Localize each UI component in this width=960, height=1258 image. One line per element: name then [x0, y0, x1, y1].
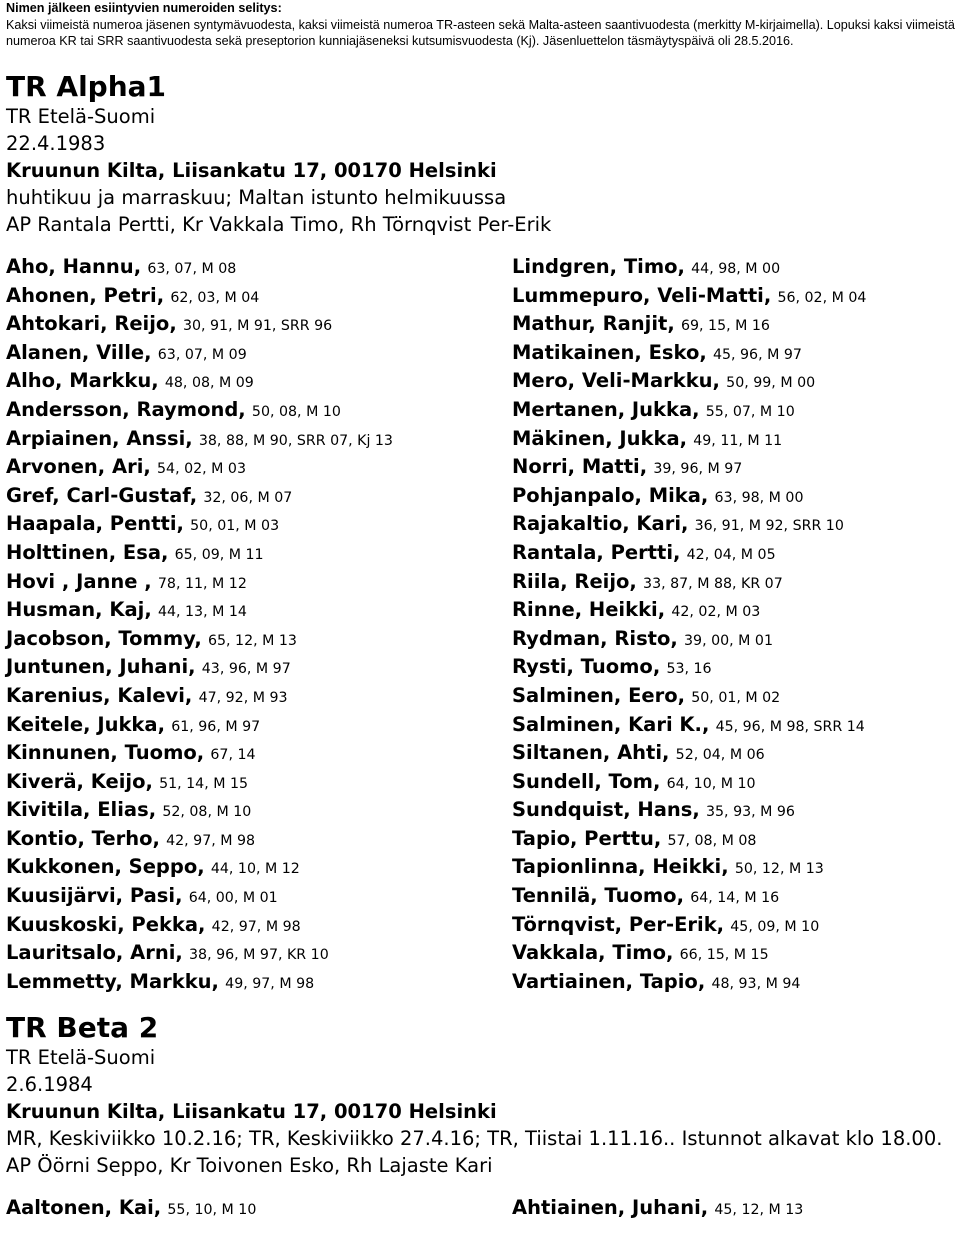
lodge-meetings: MR, Keskiviikko 10.2.16; TR, Keskiviikko 27.4.16; TR, Tiistai 1.11.16.. Istunnot alkavat klo 18.00.	[6, 1127, 943, 1150]
member-entry	[6, 740, 512, 769]
member-name: Tapionlinna, Heikki,	[512, 855, 729, 879]
member-name: Tapio, Perttu,	[512, 826, 662, 850]
member-name: Holttinen, Esa,	[6, 540, 169, 564]
member-entry	[512, 654, 954, 683]
member-codes: 61, 96, M 97	[171, 718, 261, 735]
member-codes: 50, 99, M 00	[726, 375, 816, 392]
member-entry	[6, 540, 512, 569]
member-entry	[6, 283, 512, 312]
member-list	[6, 1195, 954, 1224]
member-name: Hovi , Janne ,	[6, 569, 152, 593]
member-codes: 64, 14, M 16	[690, 890, 780, 907]
member-name: Kiverä, Keijo,	[6, 769, 153, 793]
legend	[6, 0, 958, 50]
member-codes: 63, 07, M 09	[157, 346, 247, 363]
member-name: Salminen, Eero,	[512, 683, 686, 707]
member-name: Vakkala, Timo,	[512, 941, 674, 965]
member-name: Lauritsalo, Arni,	[6, 941, 183, 965]
member-name: Tennilä, Tuomo,	[512, 884, 684, 908]
member-entry	[512, 368, 954, 397]
member-codes: 50, 08, M 10	[251, 403, 341, 420]
member-codes: 48, 08, M 09	[164, 375, 254, 392]
member-entry	[512, 940, 954, 969]
member-codes: 44, 10, M 12	[210, 861, 300, 878]
member-name: Törnqvist, Per-Erik,	[512, 912, 725, 936]
member-entry	[512, 311, 954, 340]
member-name: Jacobson, Tommy,	[6, 626, 202, 650]
member-codes: 65, 09, M 11	[174, 546, 264, 563]
lodge-section	[6, 1012, 954, 1224]
member-name: Aho, Hannu,	[6, 255, 142, 278]
member-codes: 42, 97, M 98	[211, 918, 301, 935]
member-codes: 69, 15, M 16	[680, 318, 770, 335]
member-name: Kinnunen, Tuomo,	[6, 741, 205, 765]
member-name: Lummepuro, Veli-Matti,	[512, 283, 772, 307]
member-codes: 55, 10, M 10	[167, 1202, 257, 1218]
lodge-venue: Kruunun Kilta, Liisankatu 17, 00170 Helsinki	[6, 159, 497, 182]
member-name: Ahtokari, Reijo,	[6, 312, 177, 336]
member-entry	[6, 940, 512, 969]
member-name: Kivitila, Elias,	[6, 798, 157, 822]
member-codes: 36, 91, M 92, SRR 10	[694, 518, 844, 535]
member-entry	[512, 740, 954, 769]
member-name: Karenius, Kalevi,	[6, 683, 193, 707]
member-codes: 49, 97, M 98	[225, 975, 315, 992]
lodge-section	[6, 71, 954, 997]
member-codes: 30, 91, M 91, SRR 96	[182, 318, 333, 335]
legend-text: Kaksi viimeistä numeroa jäsenen syntymävuodesta, kaksi viimeistä numeroa TR-asteen sekä Malta-asteen saantivuodesta (merkitty M-kirjaimella). Lopuksi kaksi viimeistä numeroa KR tai SRR saantivuodesta sekä preseptorion kunniajäseneksi kutsumisvuodesta (Kj). Jäsenluettelon täsmäytyspäivä oli 28.5.2016.	[6, 17, 955, 48]
member-name: Riila, Reijo,	[512, 569, 637, 593]
member-codes: 52, 08, M 10	[162, 804, 252, 821]
member-codes: 42, 04, M 05	[686, 546, 776, 563]
member-entry	[6, 597, 512, 626]
member-column-right	[512, 1195, 954, 1224]
member-entry	[512, 626, 954, 655]
member-codes: 78, 11, M 12	[157, 575, 247, 592]
member-entry	[512, 454, 954, 483]
member-entry	[512, 569, 954, 598]
member-codes: 44, 13, M 14	[157, 604, 247, 621]
member-codes: 35, 93, M 96	[706, 804, 795, 821]
member-name: Alho, Markku,	[6, 369, 159, 393]
member-name: Rydman, Risto,	[512, 626, 678, 650]
member-codes: 50, 12, M 13	[734, 861, 824, 878]
lodge-name: TR Beta 2	[6, 1011, 159, 1044]
member-entry	[512, 597, 954, 626]
member-codes: 38, 96, M 97, KR 10	[189, 947, 329, 964]
member-codes: 49, 11, M 11	[693, 432, 783, 449]
member-codes: 32, 06, M 07	[203, 489, 293, 506]
member-column-left	[6, 254, 512, 997]
member-codes: 62, 03, M 04	[170, 289, 260, 306]
member-name: Kontio, Terho,	[6, 826, 160, 850]
member-entry	[512, 826, 954, 855]
member-entry	[6, 626, 512, 655]
member-entry	[6, 683, 512, 712]
member-name: Siltanen, Ahti,	[512, 741, 670, 765]
member-codes: 63, 98, M 00	[714, 489, 804, 506]
member-entry	[6, 311, 512, 340]
member-entry	[6, 254, 512, 283]
member-name: Ahtiainen, Juhani,	[512, 1196, 709, 1219]
member-entry	[512, 797, 954, 826]
member-entry	[512, 1195, 954, 1224]
member-entry	[512, 397, 954, 426]
member-entry	[6, 797, 512, 826]
member-codes: 57, 08, M 08	[667, 832, 757, 849]
lodge-founded-date: 2.6.1984	[6, 1073, 93, 1096]
member-name: Norri, Matti,	[512, 455, 648, 479]
member-entry	[512, 283, 954, 312]
lodge-officers: AP Rantala Pertti, Kr Vakkala Timo, Rh Törnqvist Per-Erik	[6, 213, 552, 236]
member-entry	[6, 712, 512, 741]
member-entry	[6, 511, 512, 540]
member-entry	[512, 912, 954, 941]
member-entry	[512, 854, 954, 883]
member-codes: 66, 15, M 15	[679, 947, 769, 964]
member-entry	[6, 969, 512, 998]
member-codes: 47, 92, M 93	[198, 689, 288, 706]
member-entry	[512, 540, 954, 569]
member-entry	[6, 397, 512, 426]
member-entry	[6, 483, 512, 512]
member-entry	[6, 854, 512, 883]
member-name: Kuusijärvi, Pasi,	[6, 884, 183, 908]
member-codes: 33, 87, M 88, KR 07	[643, 575, 783, 592]
member-name: Arvonen, Ari,	[6, 455, 151, 479]
member-list	[6, 254, 954, 997]
member-codes: 64, 00, M 01	[188, 890, 278, 907]
lodge-name: TR Alpha1	[6, 70, 167, 103]
member-name: Sundquist, Hans,	[512, 798, 700, 822]
member-entry	[6, 368, 512, 397]
member-entry	[512, 712, 954, 741]
member-codes: 55, 07, M 10	[705, 403, 795, 420]
member-entry	[512, 426, 954, 455]
lodge-region: TR Etelä-Suomi	[6, 1046, 156, 1069]
member-codes: 39, 00, M 01	[684, 632, 773, 649]
member-entry	[512, 340, 954, 369]
member-name: Mertanen, Jukka,	[512, 397, 700, 421]
member-entry	[512, 969, 954, 998]
member-entry	[6, 912, 512, 941]
member-name: Mathur, Ranjit,	[512, 312, 675, 336]
member-name: Sundell, Tom,	[512, 769, 661, 793]
member-codes: 45, 96, M 98, SRR 14	[715, 718, 865, 735]
member-entry	[6, 826, 512, 855]
member-codes: 67, 14	[210, 747, 256, 764]
member-name: Mäkinen, Jukka,	[512, 426, 688, 450]
member-codes: 51, 14, M 15	[159, 775, 249, 792]
member-name: Kukkonen, Seppo,	[6, 855, 205, 879]
member-codes: 65, 12, M 13	[207, 632, 297, 649]
member-entry	[512, 511, 954, 540]
member-name: Ahonen, Petri,	[6, 283, 165, 307]
member-name: Rinne, Heikki,	[512, 598, 666, 622]
member-entry	[6, 654, 512, 683]
member-name: Arpiainen, Anssi,	[6, 426, 193, 450]
member-name: Rajakaltio, Kari,	[512, 512, 689, 536]
member-entry	[512, 483, 954, 512]
member-codes: 54, 02, M 03	[157, 461, 246, 478]
member-name: Alanen, Ville,	[6, 340, 152, 364]
lodge-meetings: huhtikuu ja marraskuu; Maltan istunto helmikuussa	[6, 186, 507, 209]
member-column-right	[512, 254, 954, 997]
member-name: Salminen, Kari K.,	[512, 712, 710, 736]
member-entry	[512, 769, 954, 798]
member-entry	[6, 426, 512, 455]
member-codes: 38, 88, M 90, SRR 07, Kj 13	[198, 432, 393, 449]
member-name: Lindgren, Timo,	[512, 255, 685, 278]
member-codes: 42, 02, M 03	[671, 604, 761, 621]
member-codes: 43, 96, M 97	[201, 661, 291, 678]
member-codes: 56, 02, M 04	[777, 289, 867, 306]
lodge-venue: Kruunun Kilta, Liisankatu 17, 00170 Helsinki	[6, 1100, 497, 1123]
member-codes: 48, 93, M 94	[711, 975, 801, 992]
member-name: Vartiainen, Tapio,	[512, 969, 706, 993]
member-entry	[6, 769, 512, 798]
member-name: Kuuskoski, Pekka,	[6, 912, 206, 936]
member-codes: 45, 96, M 97	[712, 346, 802, 363]
member-name: Husman, Kaj,	[6, 598, 152, 622]
lodge-region: TR Etelä-Suomi	[6, 105, 156, 128]
member-name: Haapala, Pentti,	[6, 512, 184, 536]
member-name: Gref, Carl-Gustaf,	[6, 483, 198, 507]
member-name: Keitele, Jukka,	[6, 712, 165, 736]
member-name: Aaltonen, Kai,	[6, 1196, 162, 1219]
lodge-founded-date: 22.4.1983	[6, 132, 106, 155]
member-name: Pohjanpalo, Mika,	[512, 483, 709, 507]
member-name: Juntunen, Juhani,	[6, 655, 196, 679]
member-codes: 64, 10, M 10	[666, 775, 756, 792]
lodge-officers: AP Öörni Seppo, Kr Toivonen Esko, Rh Lajaste Kari	[6, 1154, 493, 1177]
member-entry	[6, 883, 512, 912]
member-codes: 39, 96, M 97	[653, 461, 743, 478]
member-codes: 63, 07, M 08	[147, 261, 237, 277]
member-codes: 44, 98, M 00	[691, 261, 781, 277]
member-codes: 45, 09, M 10	[730, 918, 820, 935]
member-codes: 45, 12, M 13	[714, 1202, 804, 1218]
member-name: Rantala, Pertti,	[512, 540, 681, 564]
member-column-left	[6, 1195, 512, 1224]
member-codes: 52, 04, M 06	[675, 747, 765, 764]
member-entry	[6, 454, 512, 483]
legend-title: Nimen jälkeen esiintyvien numeroiden selitys:	[6, 1, 282, 15]
member-entry	[6, 569, 512, 598]
member-codes: 50, 01, M 03	[190, 518, 280, 535]
member-name: Mero, Veli-Markku,	[512, 369, 720, 393]
member-name: Andersson, Raymond,	[6, 397, 246, 421]
member-entry	[512, 883, 954, 912]
member-codes: 53, 16	[666, 661, 712, 678]
member-name: Rysti, Tuomo,	[512, 655, 661, 679]
member-entry	[6, 1195, 512, 1224]
member-entry	[512, 683, 954, 712]
member-name: Lemmetty, Markku,	[6, 969, 219, 993]
member-entry	[6, 340, 512, 369]
member-codes: 50, 01, M 02	[691, 689, 781, 706]
member-codes: 42, 97, M 98	[166, 832, 256, 849]
member-entry	[512, 254, 954, 283]
member-name: Matikainen, Esko,	[512, 340, 707, 364]
